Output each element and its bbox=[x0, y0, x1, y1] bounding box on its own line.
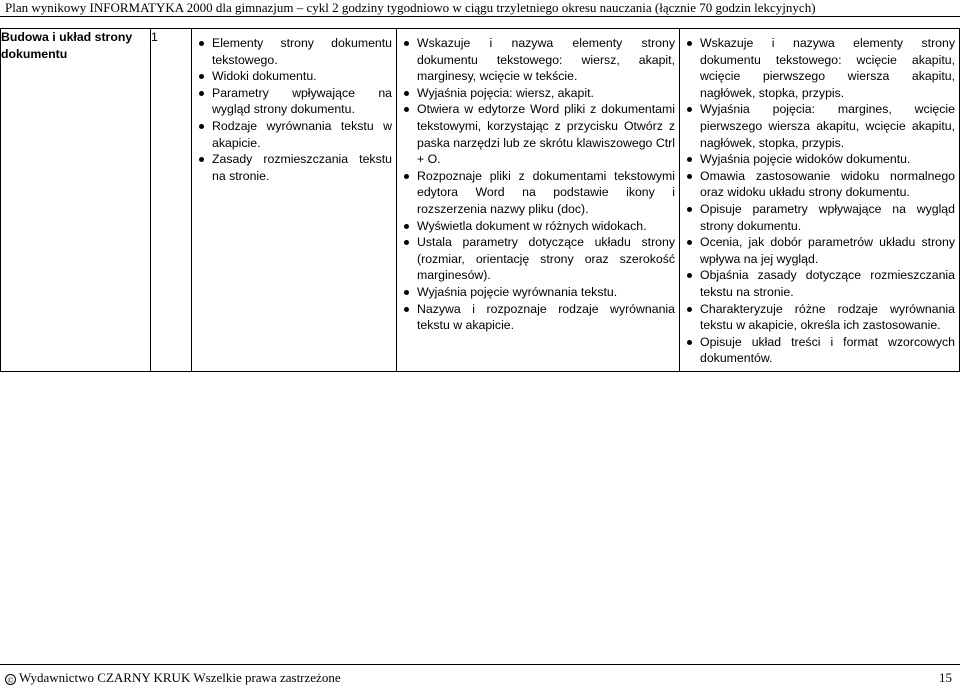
list-item bbox=[399, 35, 675, 85]
list-item-text: Rozpoznaje pliki z dokumentami tekstowymi edytora Word na podstawie ikony i rozszerzenia nazwy pliku (doc). bbox=[417, 168, 675, 216]
list-item bbox=[194, 85, 392, 118]
list-item bbox=[399, 101, 675, 167]
list-item-text: Opisuje układ treści i format wzorcowych dokumentów. bbox=[700, 334, 955, 366]
bullet-icon bbox=[687, 157, 692, 162]
header-rule bbox=[0, 16, 960, 17]
list-item-text: Nazywa i rozpoznaje rodzaje wyrównania tekstu w akapicie. bbox=[417, 301, 675, 333]
bullet-icon bbox=[687, 240, 692, 245]
bullet-icon bbox=[404, 41, 409, 46]
page-number: 15 bbox=[939, 670, 952, 685]
list-item-text: Ustala parametry dotyczące układu strony (rozmiar, orientację strony oraz szerokość marginesów). bbox=[417, 235, 675, 283]
content-list bbox=[192, 29, 396, 188]
bullet-icon bbox=[404, 91, 409, 96]
bullet-icon bbox=[404, 307, 409, 312]
list-item bbox=[194, 35, 392, 68]
list-item bbox=[194, 118, 392, 151]
hours-value: 1 bbox=[151, 30, 158, 44]
list-item-text: Widoki dokumentu. bbox=[212, 69, 317, 84]
list-item bbox=[682, 267, 955, 300]
list-item-text: Wyjaśnia pojęcie widoków dokumentu. bbox=[700, 152, 911, 167]
footer-rule bbox=[0, 664, 960, 665]
list-item bbox=[682, 234, 955, 267]
bullet-icon bbox=[404, 224, 409, 229]
list-item-text: Wyjaśnia pojęcia: wiersz, akapit. bbox=[417, 85, 594, 100]
list-item-text: Parametry wpływające na wygląd strony dokumentu. bbox=[212, 85, 392, 117]
list-item-text: Charakteryzuje różne rodzaje wyrównania tekstu w akapicie, określa ich zastosowanie. bbox=[700, 301, 955, 333]
list-item-text: Elementy strony dokumentu tekstowego. bbox=[212, 36, 392, 67]
list-item bbox=[682, 101, 955, 151]
bullet-icon bbox=[687, 273, 692, 278]
list-item-text: Zasady rozmieszczania tekstu na stronie. bbox=[212, 152, 392, 183]
bullet-icon bbox=[687, 207, 692, 212]
bullet-icon bbox=[199, 41, 204, 46]
basic-requirements-cell bbox=[397, 29, 680, 372]
list-item-text: Opisuje parametry wpływające na wygląd strony dokumentu. bbox=[700, 201, 955, 233]
list-item-text: Ocenia, jak dobór parametrów układu strony wpływa na jej wygląd. bbox=[700, 235, 955, 266]
page-footer bbox=[5, 670, 341, 686]
bullet-icon bbox=[404, 174, 409, 179]
footer-text: Wydawnictwo CZARNY KRUK Wszelkie prawa zastrzeżone bbox=[19, 670, 341, 685]
content-cell bbox=[192, 29, 397, 372]
list-item-text: Wyjaśnia pojęcia: margines, wcięcie pierwszego wiersza akapitu, wcięcie akapitu, nagłówek, stopka, przypis. bbox=[700, 102, 955, 150]
extended-requirements-cell bbox=[680, 29, 960, 372]
list-item-text: Wyświetla dokument w różnych widokach. bbox=[417, 218, 647, 233]
basic-requirements-list bbox=[397, 29, 679, 338]
list-item bbox=[399, 218, 675, 235]
list-item-text: Omawia zastosowanie widoku normalnego oraz widoku układu strony dokumentu. bbox=[700, 168, 955, 200]
list-item bbox=[399, 85, 675, 102]
list-item bbox=[399, 284, 675, 301]
bullet-icon bbox=[199, 91, 204, 96]
copyright-icon: © bbox=[5, 674, 16, 685]
list-item bbox=[682, 301, 955, 334]
bullet-icon bbox=[404, 290, 409, 295]
bullet-icon bbox=[687, 174, 692, 179]
topic-cell bbox=[1, 29, 151, 372]
list-item bbox=[682, 334, 955, 367]
bullet-icon bbox=[199, 74, 204, 79]
bullet-icon bbox=[687, 307, 692, 312]
list-item bbox=[194, 151, 392, 184]
bullet-icon bbox=[687, 340, 692, 345]
extended-requirements-list bbox=[680, 29, 959, 371]
list-item bbox=[682, 201, 955, 234]
list-item bbox=[194, 68, 392, 85]
list-item-text: Objaśnia zasady dotyczące rozmieszczania tekstu na stronie. bbox=[700, 268, 955, 299]
hours-cell bbox=[151, 29, 192, 372]
list-item bbox=[399, 301, 675, 334]
list-item-text: Wskazuje i nazywa elementy strony dokumentu tekstowego: wiersz, akapit, marginesy, wcięcie w tekście. bbox=[417, 36, 675, 84]
list-item-text: Wskazuje i nazywa elementy strony dokumentu tekstowego: wcięcie akapitu, wcięcie pierwszego wiersza akapitu, nagłówek, stopka, przypis. bbox=[700, 36, 955, 100]
plan-table bbox=[0, 28, 960, 372]
list-item-text: Otwiera w edytorze Word pliki z dokumentami tekstowymi, korzystając z przycisku Otwórz z paska narzędzi lub ze skrótu klawiszowego Ctrl + O. bbox=[417, 102, 675, 167]
topic-title: Budowa i układ strony dokumentu bbox=[1, 30, 133, 61]
list-item-text: Wyjaśnia pojęcie wyrównania tekstu. bbox=[417, 284, 618, 299]
page-header: Plan wynikowy INFORMATYKA 2000 dla gimnazjum – cykl 2 godziny tygodniowo w ciągu trzyletniego okresu nauczania (łącznie 70 godzin lekcyjnych) bbox=[5, 0, 816, 15]
bullet-icon bbox=[687, 41, 692, 46]
bullet-icon bbox=[199, 124, 204, 129]
list-item bbox=[682, 168, 955, 201]
list-item-text: Rodzaje wyrównania tekstu w akapicie. bbox=[212, 118, 392, 150]
bullet-icon bbox=[687, 107, 692, 112]
bullet-icon bbox=[404, 107, 409, 112]
list-item bbox=[682, 35, 955, 101]
bullet-icon bbox=[404, 240, 409, 245]
table-row bbox=[1, 29, 960, 372]
list-item bbox=[682, 151, 955, 168]
list-item bbox=[399, 234, 675, 284]
list-item bbox=[399, 168, 675, 218]
bullet-icon bbox=[199, 157, 204, 162]
